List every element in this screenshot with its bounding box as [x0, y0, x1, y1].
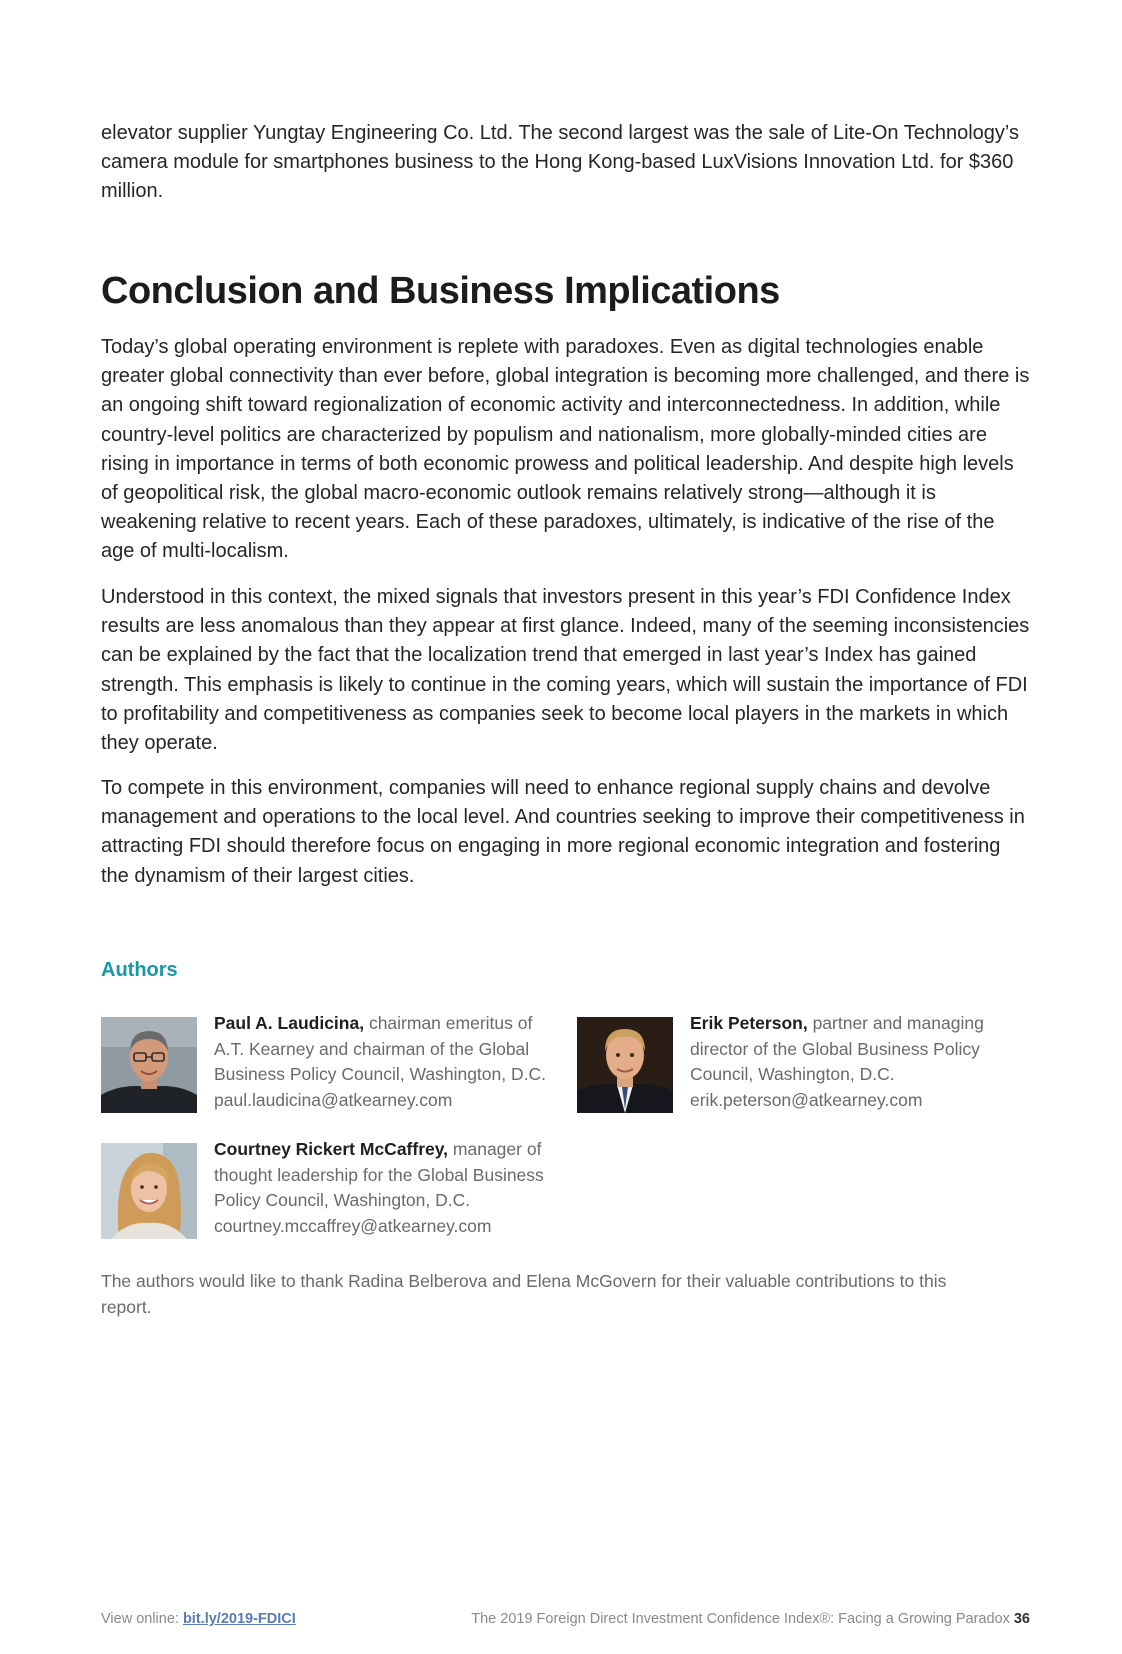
- author-card: [577, 1013, 1037, 1117]
- body-paragraph: Today’s global operating environment is replete with paradoxes. Even as digital technologies enable greater global connectivity than ever before, global integration is becoming more challenged, and there is an ongoing shift toward regionalization of economic activity and interconnectedness. In addition, while country-level politics are characterized by populism and nationalism, more globally-minded cities are rising in importance in terms of both economic prowess and political leadership. And despite high levels of geopolitical risk, the global macro-economic outlook remains relatively strong—although it is weakening relative to recent years. Each of these paradoxes, ultimately, is indicative of the rise of the age of multi-localism.: [101, 336, 1030, 563]
- author-email[interactable]: erik.peterson@atkearney.com: [690, 1089, 923, 1110]
- author-photo: [101, 1017, 197, 1113]
- footer-report-info: [471, 1611, 1030, 1627]
- author-name: Courtney Rickert McCaffrey,: [214, 1139, 449, 1159]
- author-role: partner and managing director of the Global Business Policy Council, Washington, D.C.: [690, 1013, 984, 1084]
- page-number: 36: [1013, 1611, 1030, 1627]
- author-card: [101, 1013, 561, 1117]
- author-photo: [577, 1017, 673, 1113]
- view-online-label: View online:: [101, 1611, 183, 1627]
- report-title: The 2019 Foreign Direct Investment Confidence Index®: Facing a Growing Paradox: [471, 1611, 1010, 1627]
- author-photo: [101, 1143, 197, 1239]
- author-card: [101, 1139, 561, 1243]
- authors-heading: Authors: [101, 959, 178, 981]
- view-online-link[interactable]: bit.ly/2019-FDICI: [182, 1611, 296, 1627]
- author-role: manager of thought leadership for the Global Business Policy Council, Washington, D.C.: [214, 1139, 544, 1210]
- author-email[interactable]: paul.laudicina@atkearney.com: [214, 1089, 453, 1110]
- acknowledgement: The authors would like to thank Radina Belberova and Elena McGovern for their valuable contributions to this report.: [101, 1271, 947, 1317]
- author-info: [214, 1137, 564, 1239]
- author-role: chairman emeritus of A.T. Kearney and chairman of the Global Business Policy Council, Washington, D.C.: [214, 1013, 546, 1084]
- section-heading: Conclusion and Business Implications: [101, 270, 780, 312]
- author-name: Erik Peterson,: [690, 1013, 808, 1033]
- author-name: Paul A. Laudicina,: [214, 1013, 365, 1033]
- body-paragraph: To compete in this environment, companies will need to enhance regional supply chains and devolve management and operations to the local level. And countries seeking to improve their competitiveness in attracting FDI should therefore focus on engaging in more regional economic integration and fostering the dynamism of their largest cities.: [101, 777, 1025, 887]
- author-info: [214, 1011, 564, 1113]
- intro-paragraph: elevator supplier Yungtay Engineering Co. Ltd. The second largest was the sale of Lite-On Technology’s camera module for smartphones business to the Hong Kong-based LuxVisions Innovation Ltd. for $360 million.: [101, 122, 1019, 203]
- author-email[interactable]: courtney.mccaffrey@atkearney.com: [214, 1215, 492, 1236]
- footer-view-online: [101, 1611, 296, 1627]
- author-info: [690, 1011, 1040, 1113]
- body-paragraph: Understood in this context, the mixed signals that investors present in this year’s FDI Confidence Index results are less anomalous than they appear at first glance. Indeed, many of the seeming inconsistencies can be explained by the fact that the localization trend that emerged in last year’s Index has gained strength. This emphasis is likely to continue in the coming years, which will sustain the importance of FDI to profitability and competitiveness as companies seek to become local players in the markets in which they operate.: [101, 586, 1030, 755]
